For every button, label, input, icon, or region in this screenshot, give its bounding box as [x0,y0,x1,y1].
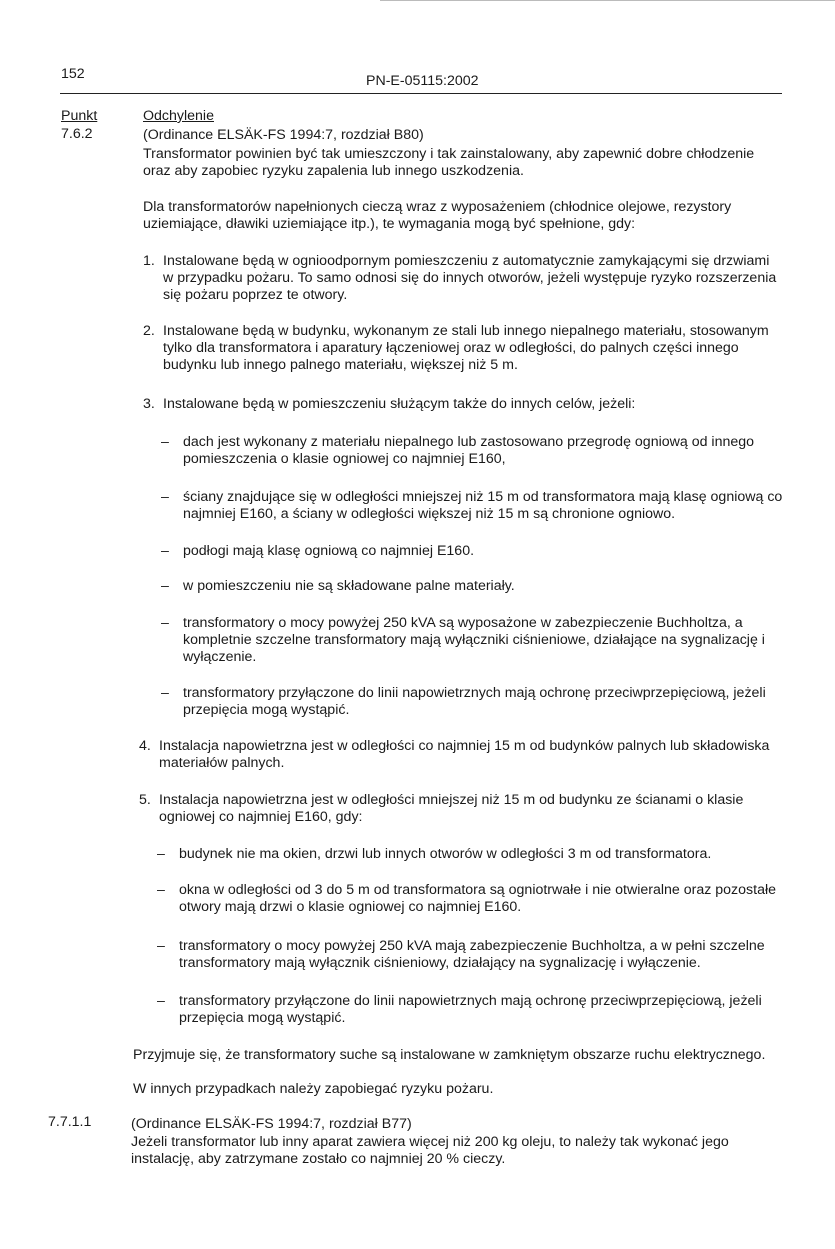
item3-dash-6: transformatory przyłączone do linii napowietrznych mają ochronę przeciwprzepięciową, jeżeli przepięcia mogą wystąpić. [183,685,766,718]
list-number: 2. [143,323,155,339]
item5-dash-4: transformatory przyłączone do linii napowietrznych mają ochronę przeciwprzepięciową, jeżeli przepięcia mogą wystąpić. [179,993,762,1026]
list-item-3: Instalowane będą w pomieszczeniu służącym także do innych celów, jeżeli: [163,396,636,412]
dash-bullet: – [157,993,165,1009]
ordinance-b80: (Ordinance ELSÄK-FS 1994:7, rozdział B80) [143,127,424,143]
list-item-2: Instalowane będą w budynku, wykonanym ze stali lub innego niepalnego materiału, stosowanym tylko dla transformatora i aparatury łączeniowej oraz w odległości, do palnych części innego budynku lub innego palnego materiału, większej niż 5 m. [163,323,769,373]
dash-bullet: – [161,685,169,701]
intro-paragraph: Transformator powinien być tak umieszczony i tak zainstalowany, aby zapewnić dobre chłodzenie oraz aby zapobiec ryzyku zapalenia lub innego uszkodzenia. [143,146,755,179]
item5-dash-1: budynek nie ma okien, drzwi lub innych otworów w odległości 3 m od transformatora. [179,846,712,862]
item3-dash-5: transformatory o mocy powyżej 250 kVA są wyposażone w zabezpieczenie Buchholtza, a kompletnie szczelne transformatory mają wyłączniki ciśnieniowe, działające na sygnalizację i wyłączenie. [183,615,765,665]
item5-dash-3: transformatory o mocy powyżej 250 kVA mają zabezpieczenie Buchholtza, a w pełni szczelne transformatory mają wyłącznik ciśnieniowy, działający na sygnalizację i wyłączenie. [179,938,765,971]
standard-code: PN-E-05115:2002 [366,73,479,89]
list-item-5: Instalacja napowietrzna jest w odległości mniejszej niż 15 m od budynku ze ścianami o klasie ogniowej co najmniej E160, gdy: [159,792,744,825]
list-number: 3. [143,396,155,412]
section-heading-odchylenie: Odchylenie [143,108,214,124]
item3-dash-1: dach jest wykonany z materiału niepalnego lub zastosowano przegrodę ogniową od innego pomieszczenia o klasie ogniowej co najmniej E160, [183,434,755,467]
item3-dash-2: ściany znajdujące się w odległości mniejszej niż 15 m od transformatora mają klasę ogniową co najmniej E160, a ściany w odległości większej niż 15 m są chronione ogniowo. [183,489,783,522]
punkt-label: Punkt [61,108,98,124]
dash-bullet: – [161,434,169,450]
item3-dash-3: podłogi mają klasę ogniową co najmniej E160. [183,543,475,559]
list-number: 5. [139,792,151,808]
list-item-1: Instalowane będą w ognioodpornym pomieszczeniu z automatycznie zamykającymi się drzwiami w przypadku pożaru. To samo odnosi się do innych otworów, jeżeli występuje ryzyko rozszerzenia się pożaru poprzez te otwory. [163,253,777,303]
scan-edge-line [380,0,835,1]
dash-bullet: – [161,578,169,594]
list-number: 4. [139,738,151,754]
dash-bullet: – [161,615,169,631]
oil-requirement-paragraph: Jeżeli transformator lub inny aparat zawiera więcej niż 200 kg oleju, to należy tak wykonać jego instalację, aby zatrzymane zostało co najmniej 20 % cieczy. [131,1134,729,1167]
dash-bullet: – [161,489,169,505]
otherwise-paragraph: W innych przypadkach należy zapobiegać ryzyku pożaru. [133,1081,494,1097]
section-number-7-7-1-1: 7.7.1.1 [48,1114,92,1130]
item3-dash-4: w pomieszczeniu nie są składowane palne materiały. [183,578,515,594]
page-number: 152 [61,66,85,82]
condition-paragraph: Dla transformatorów napełnionych cieczą wraz z wyposażeniem (chłodnice olejowe, rezystory uziemiające, dławiki uziemiające itp.), te wymagania mogą być spełnione, gdy: [143,199,732,232]
list-number: 1. [143,253,155,269]
section-number-7-6-2: 7.6.2 [61,126,93,142]
dash-bullet: – [157,846,165,862]
assumption-paragraph: Przyjmuje się, że transformatory suche są instalowane w zamkniętym obszarze ruchu elektrycznego. [133,1047,766,1063]
list-item-4: Instalacja napowietrzna jest w odległości co najmniej 15 m od budynków palnych lub składowiska materiałów palnych. [159,738,770,771]
header-rule [60,93,782,94]
item5-dash-2: okna w odległości od 3 do 5 m od transformatora są ogniotrwałe i nie otwieralne oraz pozostałe otwory mają drzwi o klasie ogniowej co najmniej E160. [179,882,776,915]
dash-bullet: – [161,543,169,559]
dash-bullet: – [157,882,165,898]
dash-bullet: – [157,938,165,954]
ordinance-b77: (Ordinance ELSÄK-FS 1994:7, rozdział B77) [131,1116,412,1132]
